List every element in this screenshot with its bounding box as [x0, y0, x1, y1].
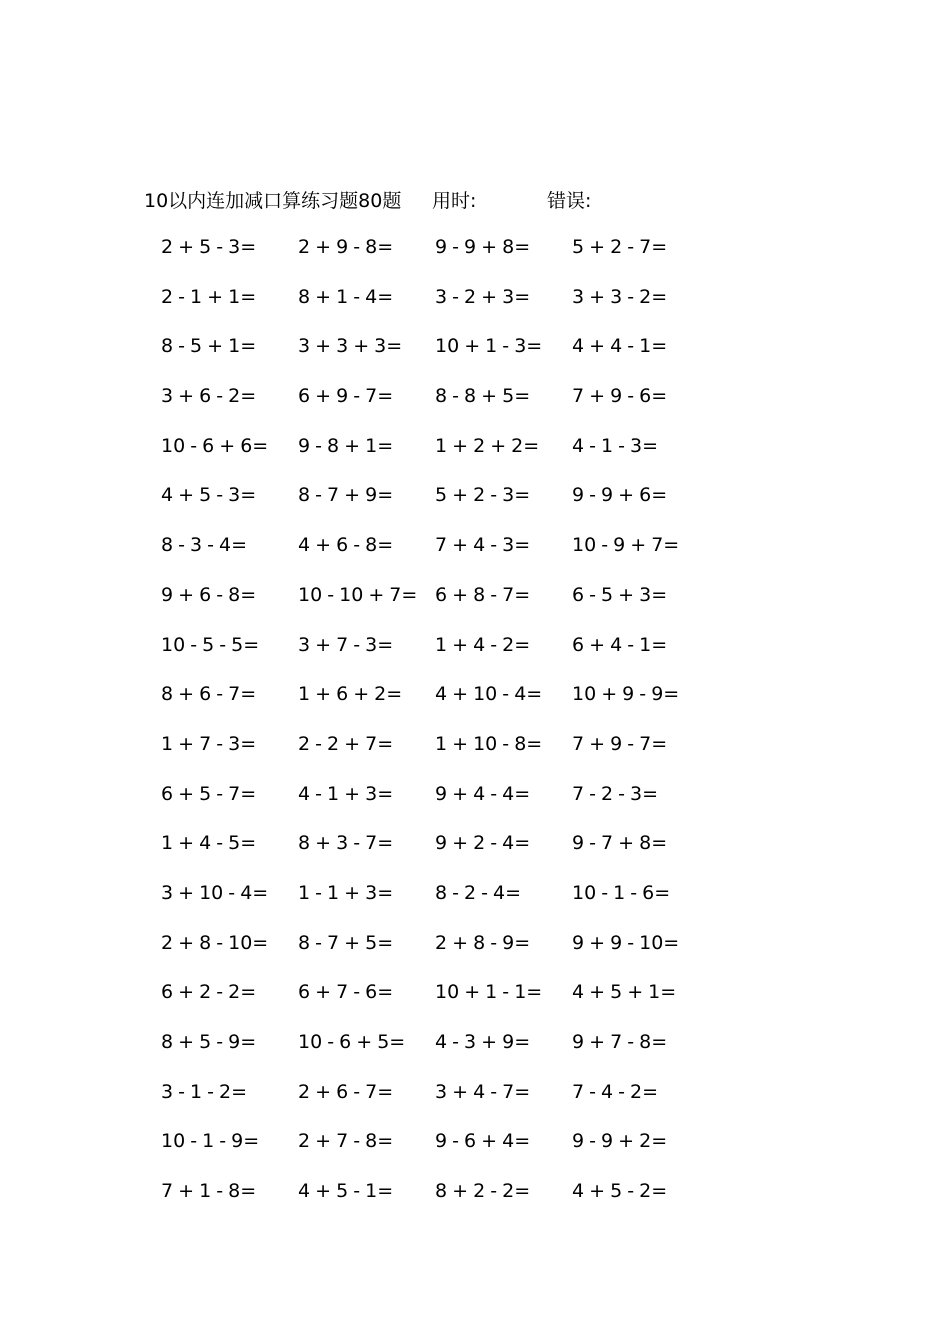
arithmetic-problem: 10 - 1 - 6= [572, 881, 671, 904]
arithmetic-problem: 1 + 4 - 5= [161, 832, 257, 855]
arithmetic-problem: 7 - 2 - 3= [572, 782, 659, 805]
arithmetic-problem: 9 - 9 + 6= [572, 484, 668, 507]
error-count-label: 错误: [547, 190, 592, 212]
arithmetic-problem: 4 + 10 - 4= [435, 683, 543, 706]
arithmetic-problem: 9 - 9 + 2= [572, 1130, 668, 1153]
arithmetic-problem: 9 - 7 + 8= [572, 832, 668, 855]
arithmetic-problem: 4 + 5 - 3= [161, 484, 257, 507]
arithmetic-problem: 2 + 5 - 3= [161, 236, 257, 258]
arithmetic-problem: 8 + 6 - 7= [161, 683, 257, 706]
problem-row [0, 981, 950, 1031]
problem-row [0, 435, 950, 485]
arithmetic-problem: 8 - 7 + 9= [298, 484, 394, 507]
arithmetic-problem: 6 + 8 - 7= [435, 583, 531, 606]
arithmetic-problem: 4 + 5 + 1= [572, 981, 677, 1004]
arithmetic-problem: 1 + 4 - 2= [435, 633, 531, 656]
arithmetic-problem: 10 - 6 + 5= [298, 1031, 406, 1053]
arithmetic-problem: 2 - 2 + 7= [298, 732, 394, 755]
arithmetic-problem: 8 - 7 + 5= [298, 931, 394, 954]
arithmetic-problem: 6 + 5 - 7= [161, 782, 257, 805]
arithmetic-problem: 8 + 1 - 4= [298, 285, 394, 308]
arithmetic-problem: 10 - 5 - 5= [161, 633, 260, 656]
problem-grid [0, 236, 950, 1230]
problem-row [0, 385, 950, 435]
problem-row [0, 335, 950, 385]
arithmetic-problem: 3 + 7 - 3= [298, 633, 394, 656]
problem-row [0, 534, 950, 584]
arithmetic-problem: 10 - 9 + 7= [572, 534, 680, 557]
arithmetic-problem: 3 + 3 - 2= [572, 285, 668, 308]
arithmetic-problem: 10 + 1 - 1= [435, 981, 543, 1004]
arithmetic-problem: 1 - 1 + 3= [298, 881, 394, 904]
arithmetic-problem: 6 + 7 - 6= [298, 981, 394, 1004]
arithmetic-problem: 7 + 4 - 3= [435, 534, 531, 557]
arithmetic-problem: 7 - 4 - 2= [572, 1080, 659, 1103]
arithmetic-problem: 1 + 10 - 8= [435, 732, 543, 755]
problem-row [0, 634, 950, 684]
arithmetic-problem: 3 - 2 + 3= [435, 285, 531, 308]
arithmetic-problem: 2 + 9 - 8= [298, 236, 394, 258]
problem-row [0, 1130, 950, 1180]
arithmetic-problem: 9 - 8 + 1= [298, 434, 394, 457]
arithmetic-problem: 8 - 8 + 5= [435, 385, 531, 408]
arithmetic-problem: 1 + 7 - 3= [161, 732, 257, 755]
arithmetic-problem: 8 - 3 - 4= [161, 534, 248, 557]
arithmetic-problem: 10 - 6 + 6= [161, 434, 269, 457]
arithmetic-problem: 2 + 7 - 8= [298, 1130, 394, 1153]
arithmetic-problem: 8 + 2 - 2= [435, 1180, 531, 1203]
arithmetic-problem: 7 + 1 - 8= [161, 1180, 257, 1203]
worksheet-title: 10以内连加减口算练习题80题 [144, 190, 402, 212]
problem-row [0, 584, 950, 634]
problem-row [0, 882, 950, 932]
arithmetic-problem: 1 + 2 + 2= [435, 434, 540, 457]
arithmetic-problem: 4 + 4 - 1= [572, 335, 668, 358]
arithmetic-problem: 3 + 6 - 2= [161, 385, 257, 408]
problem-row [0, 1081, 950, 1131]
arithmetic-problem: 3 + 4 - 7= [435, 1080, 531, 1103]
arithmetic-problem: 9 - 9 + 8= [435, 236, 531, 258]
problem-row [0, 733, 950, 783]
arithmetic-problem: 10 + 9 - 9= [572, 683, 680, 706]
arithmetic-problem: 2 + 8 - 9= [435, 931, 531, 954]
arithmetic-problem: 3 + 3 + 3= [298, 335, 403, 358]
arithmetic-problem: 4 - 1 + 3= [298, 782, 394, 805]
arithmetic-problem: 2 + 6 - 7= [298, 1080, 394, 1103]
problem-row [0, 783, 950, 833]
arithmetic-problem: 9 + 4 - 4= [435, 782, 531, 805]
arithmetic-problem: 4 - 3 + 9= [435, 1031, 531, 1053]
arithmetic-problem: 6 - 5 + 3= [572, 583, 668, 606]
arithmetic-problem: 4 + 5 - 1= [298, 1180, 394, 1203]
problem-row [0, 1031, 950, 1081]
problem-row [0, 932, 950, 982]
time-used-label: 用时: [432, 190, 477, 212]
arithmetic-problem: 4 + 6 - 8= [298, 534, 394, 557]
problem-row [0, 236, 950, 286]
arithmetic-problem: 8 - 5 + 1= [161, 335, 257, 358]
arithmetic-problem: 10 - 1 - 9= [161, 1130, 260, 1153]
arithmetic-problem: 9 - 6 + 4= [435, 1130, 531, 1153]
arithmetic-problem: 10 + 1 - 3= [435, 335, 543, 358]
problem-row [0, 683, 950, 733]
arithmetic-problem: 6 + 4 - 1= [572, 633, 668, 656]
arithmetic-problem: 9 + 2 - 4= [435, 832, 531, 855]
arithmetic-problem: 2 - 1 + 1= [161, 285, 257, 308]
arithmetic-problem: 5 + 2 - 3= [435, 484, 531, 507]
arithmetic-problem: 3 + 10 - 4= [161, 881, 269, 904]
arithmetic-problem: 2 + 8 - 10= [161, 931, 269, 954]
arithmetic-problem: 9 + 6 - 8= [161, 583, 257, 606]
arithmetic-problem: 9 + 9 - 10= [572, 931, 680, 954]
arithmetic-problem: 8 + 5 - 9= [161, 1031, 257, 1053]
problem-row [0, 484, 950, 534]
arithmetic-problem: 4 - 1 - 3= [572, 434, 659, 457]
problem-row [0, 832, 950, 882]
arithmetic-problem: 8 + 3 - 7= [298, 832, 394, 855]
arithmetic-problem: 4 + 5 - 2= [572, 1180, 668, 1203]
arithmetic-problem: 6 + 2 - 2= [161, 981, 257, 1004]
arithmetic-problem: 7 + 9 - 7= [572, 732, 668, 755]
arithmetic-problem: 5 + 2 - 7= [572, 236, 668, 258]
arithmetic-problem: 9 + 7 - 8= [572, 1031, 668, 1053]
problem-row [0, 286, 950, 336]
arithmetic-problem: 10 - 10 + 7= [298, 583, 418, 606]
arithmetic-problem: 8 - 2 - 4= [435, 881, 522, 904]
arithmetic-problem: 7 + 9 - 6= [572, 385, 668, 408]
arithmetic-problem: 1 + 6 + 2= [298, 683, 403, 706]
worksheet-header [0, 186, 950, 214]
arithmetic-problem: 3 - 1 - 2= [161, 1080, 248, 1103]
problem-row [0, 1180, 950, 1230]
arithmetic-problem: 6 + 9 - 7= [298, 385, 394, 408]
